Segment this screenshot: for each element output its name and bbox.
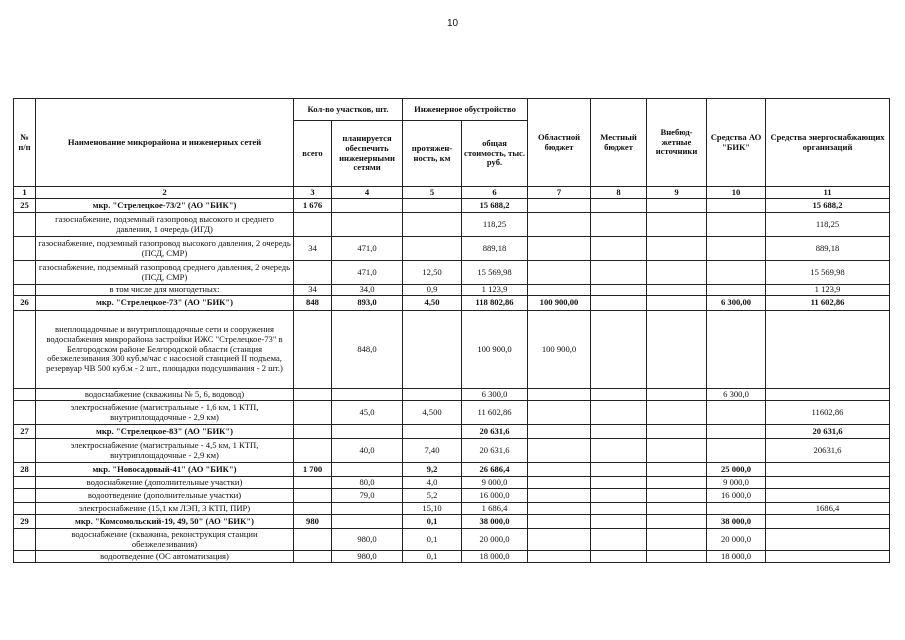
- cell-name: в том числе для многодетных:: [36, 285, 294, 296]
- cell-extra: [647, 477, 707, 489]
- cell-regional: [528, 199, 591, 213]
- cell-total: 34: [294, 237, 332, 261]
- cell-bik: 16 000,0: [707, 489, 766, 503]
- header-length: протяжен- ность, км: [403, 121, 462, 187]
- column-number: 6: [462, 187, 528, 199]
- table-row: [14, 261, 890, 285]
- cell-local: [591, 529, 647, 551]
- cell-regional: [528, 529, 591, 551]
- cell-num: [14, 489, 36, 503]
- cell-energy: 15 688,2: [766, 199, 890, 213]
- cell-length: 5,2: [403, 489, 462, 503]
- cell-energy: 20 631,6: [766, 425, 890, 439]
- cell-total: [294, 425, 332, 439]
- table-row: [14, 439, 890, 463]
- cell-regional: [528, 261, 591, 285]
- cell-cost: 20 631,6: [462, 439, 528, 463]
- cell-total: [294, 311, 332, 389]
- cell-bik: [707, 439, 766, 463]
- cell-extra: [647, 529, 707, 551]
- cell-cost: 20 000,0: [462, 529, 528, 551]
- cell-energy: 889,18: [766, 237, 890, 261]
- cell-length: 4,50: [403, 296, 462, 311]
- cell-bik: 25 000,0: [707, 463, 766, 477]
- cell-total: 980: [294, 515, 332, 529]
- cell-energy: 11602,86: [766, 401, 890, 425]
- cell-regional: [528, 401, 591, 425]
- cell-extra: [647, 463, 707, 477]
- cell-num: 26: [14, 296, 36, 311]
- group-row: [14, 296, 890, 311]
- header-extra: Внебюд- жетные источники: [647, 99, 707, 187]
- cell-cost: 1 123,9: [462, 285, 528, 296]
- cell-total: [294, 439, 332, 463]
- cell-regional: [528, 463, 591, 477]
- cell-energy: [766, 389, 890, 401]
- cell-total: [294, 489, 332, 503]
- cell-regional: [528, 285, 591, 296]
- cell-num: 27: [14, 425, 36, 439]
- group-row: [14, 199, 890, 213]
- cell-local: [591, 477, 647, 489]
- cell-planned: 893,0: [332, 296, 403, 311]
- cell-planned: [332, 213, 403, 237]
- cell-length: [403, 237, 462, 261]
- cell-name: электроснабжение (магистральные - 4,5 км, 1 КТП, внутриплощадочные - 2,9 км): [36, 439, 294, 463]
- cell-cost: 15 688,2: [462, 199, 528, 213]
- cell-cost: 26 686,4: [462, 463, 528, 477]
- cell-local: [591, 296, 647, 311]
- cell-planned: [332, 515, 403, 529]
- cell-local: [591, 425, 647, 439]
- group-row: [14, 463, 890, 477]
- cell-planned: [332, 199, 403, 213]
- cell-cost: 15 569,98: [462, 261, 528, 285]
- cell-num: 25: [14, 199, 36, 213]
- cell-extra: [647, 439, 707, 463]
- cell-regional: [528, 477, 591, 489]
- cell-total: [294, 477, 332, 489]
- cell-num: [14, 311, 36, 389]
- cell-cost: 9 000,0: [462, 477, 528, 489]
- group-row: [14, 515, 890, 529]
- cell-num: [14, 401, 36, 425]
- group-row: [14, 425, 890, 439]
- column-number: 10: [707, 187, 766, 199]
- cell-extra: [647, 237, 707, 261]
- cell-bik: 6 300,00: [707, 296, 766, 311]
- cell-bik: [707, 261, 766, 285]
- cell-name: водоотведение (дополнительные участки): [36, 489, 294, 503]
- cell-num: 28: [14, 463, 36, 477]
- cell-bik: 9 000,0: [707, 477, 766, 489]
- cell-total: [294, 213, 332, 237]
- cell-energy: [766, 529, 890, 551]
- cell-planned: [332, 389, 403, 401]
- cell-regional: [528, 489, 591, 503]
- cell-regional: [528, 503, 591, 515]
- cell-num: [14, 261, 36, 285]
- table-row: [14, 529, 890, 551]
- cell-extra: [647, 489, 707, 503]
- cell-local: [591, 515, 647, 529]
- cell-length: 7,40: [403, 439, 462, 463]
- cell-planned: 45,0: [332, 401, 403, 425]
- cell-local: [591, 199, 647, 213]
- cell-energy: 1686,4: [766, 503, 890, 515]
- cell-regional: [528, 213, 591, 237]
- cell-energy: 15 569,98: [766, 261, 890, 285]
- cell-name: мкр. "Комсомольский-19, 49, 50" (АО "БИК"): [36, 515, 294, 529]
- cell-bik: [707, 401, 766, 425]
- header-eng-group: Инженерное обустройство: [403, 99, 528, 121]
- table-row: [14, 401, 890, 425]
- cell-num: [14, 477, 36, 489]
- infrastructure-table: [13, 98, 890, 563]
- header-regional: Областной бюджет: [528, 99, 591, 187]
- page-number: 10: [446, 18, 459, 29]
- cell-regional: [528, 425, 591, 439]
- cell-extra: [647, 515, 707, 529]
- cell-name: внеплощадочные и внутриплощадочные сети и сооружения водоснабжения микрорайона застройки ИЖС "Стрелецкое-73" в Белгородском районе Белгородской области (станция обезжелезивания 300 куб.м/час с насосной станцией II подъема, резервуар ЧВ 500 куб.м - 2 шт., площадки подсушивания - 2 шт.): [36, 311, 294, 389]
- cell-planned: 34,0: [332, 285, 403, 296]
- cell-cost: 118 802,86: [462, 296, 528, 311]
- table-row: [14, 285, 890, 296]
- cell-length: [403, 311, 462, 389]
- cell-planned: [332, 463, 403, 477]
- header-bik: Средства АО "БИК": [707, 99, 766, 187]
- cell-local: [591, 237, 647, 261]
- cell-length: 9,2: [403, 463, 462, 477]
- table-row: [14, 503, 890, 515]
- header-planned: планируется обеспечить инженерными сетями: [332, 121, 403, 187]
- cell-num: [14, 529, 36, 551]
- cell-energy: 118,25: [766, 213, 890, 237]
- header-local: Местный бюджет: [591, 99, 647, 187]
- cell-energy: [766, 515, 890, 529]
- header-qty-group: Кол-во участков, шт.: [294, 99, 403, 121]
- cell-total: 1 700: [294, 463, 332, 477]
- cell-energy: [766, 489, 890, 503]
- cell-extra: [647, 401, 707, 425]
- table-row: [14, 389, 890, 401]
- column-number: 1: [14, 187, 36, 199]
- cell-local: [591, 285, 647, 296]
- cell-cost: 38 000,0: [462, 515, 528, 529]
- cell-energy: [766, 551, 890, 563]
- table-row: [14, 213, 890, 237]
- column-number: 8: [591, 187, 647, 199]
- header-total: всего: [294, 121, 332, 187]
- cell-energy: [766, 463, 890, 477]
- cell-name: мкр. "Стрелецкое-73/2" (АО "БИК"): [36, 199, 294, 213]
- cell-extra: [647, 425, 707, 439]
- cell-regional: [528, 389, 591, 401]
- cell-extra: [647, 285, 707, 296]
- cell-local: [591, 439, 647, 463]
- header-num: № п/п: [14, 99, 36, 187]
- cell-bik: [707, 311, 766, 389]
- cell-num: [14, 503, 36, 515]
- cell-local: [591, 551, 647, 563]
- cell-bik: [707, 503, 766, 515]
- cell-local: [591, 213, 647, 237]
- cell-bik: [707, 425, 766, 439]
- cell-num: [14, 439, 36, 463]
- column-number: 3: [294, 187, 332, 199]
- cell-energy: [766, 477, 890, 489]
- cell-length: [403, 213, 462, 237]
- cell-planned: 79,0: [332, 489, 403, 503]
- cell-bik: [707, 237, 766, 261]
- cell-name: газоснабжение, подземный газопровод высокого давления, 2 очередь (ПСД, СМР): [36, 237, 294, 261]
- cell-name: электроснабжение (15,1 км ЛЭП, 3 КТП, ПИР): [36, 503, 294, 515]
- cell-bik: 6 300,0: [707, 389, 766, 401]
- cell-local: [591, 311, 647, 389]
- cell-energy: 1 123,9: [766, 285, 890, 296]
- cell-name: водоотведение (ОС автоматизация): [36, 551, 294, 563]
- cell-regional: [528, 515, 591, 529]
- cell-planned: 848,0: [332, 311, 403, 389]
- cell-extra: [647, 551, 707, 563]
- cell-local: [591, 261, 647, 285]
- cell-total: 1 676: [294, 199, 332, 213]
- cell-planned: 471,0: [332, 261, 403, 285]
- cell-name: мкр. "Стрелецкое-73" (АО "БИК"): [36, 296, 294, 311]
- cell-num: [14, 285, 36, 296]
- table-row: [14, 551, 890, 563]
- table-row: [14, 489, 890, 503]
- cell-num: 29: [14, 515, 36, 529]
- cell-energy: 11 602,86: [766, 296, 890, 311]
- header-name: Наименование микрорайона и инженерных сетей: [36, 99, 294, 187]
- cell-regional: [528, 551, 591, 563]
- cell-name: газоснабжение, подземный газопровод среднего давления, 2 очередь (ПСД, СМР): [36, 261, 294, 285]
- table-row: [14, 311, 890, 389]
- cell-length: [403, 389, 462, 401]
- cell-extra: [647, 311, 707, 389]
- header-cost: общая стоимость, тыс. руб.: [462, 121, 528, 187]
- cell-extra: [647, 213, 707, 237]
- column-number: 5: [403, 187, 462, 199]
- cell-extra: [647, 296, 707, 311]
- cell-cost: 6 300,0: [462, 389, 528, 401]
- column-number: 2: [36, 187, 294, 199]
- cell-cost: 100 900,0: [462, 311, 528, 389]
- column-number: 4: [332, 187, 403, 199]
- cell-total: [294, 389, 332, 401]
- cell-length: [403, 199, 462, 213]
- cell-local: [591, 389, 647, 401]
- cell-total: [294, 503, 332, 515]
- cell-length: 0,9: [403, 285, 462, 296]
- column-number: 11: [766, 187, 890, 199]
- cell-energy: 20631,6: [766, 439, 890, 463]
- cell-planned: 980,0: [332, 551, 403, 563]
- cell-total: 34: [294, 285, 332, 296]
- cell-total: [294, 261, 332, 285]
- cell-num: [14, 551, 36, 563]
- cell-bik: [707, 213, 766, 237]
- cell-regional: 100 900,00: [528, 296, 591, 311]
- cell-total: [294, 529, 332, 551]
- cell-total: [294, 401, 332, 425]
- cell-energy: [766, 311, 890, 389]
- column-number: 9: [647, 187, 707, 199]
- cell-name: водоснабжение (скважины № 5, 6, водовод): [36, 389, 294, 401]
- column-number: 7: [528, 187, 591, 199]
- cell-length: 4,0: [403, 477, 462, 489]
- header-energy: Средства энергоснабжающих организаций: [766, 99, 890, 187]
- cell-length: 15,10: [403, 503, 462, 515]
- table-row: [14, 477, 890, 489]
- cell-total: [294, 551, 332, 563]
- cell-extra: [647, 389, 707, 401]
- cell-num: [14, 389, 36, 401]
- cell-planned: 40,0: [332, 439, 403, 463]
- cell-cost: 16 000,0: [462, 489, 528, 503]
- cell-name: мкр. "Стрелецкое-83" (АО "БИК"): [36, 425, 294, 439]
- cell-bik: 38 000,0: [707, 515, 766, 529]
- cell-planned: [332, 503, 403, 515]
- cell-planned: 980,0: [332, 529, 403, 551]
- cell-name: водоснабжение (скважина, реконструкция станции обезжелезивания): [36, 529, 294, 551]
- cell-local: [591, 503, 647, 515]
- cell-bik: [707, 285, 766, 296]
- cell-cost: 889,18: [462, 237, 528, 261]
- cell-local: [591, 401, 647, 425]
- cell-extra: [647, 199, 707, 213]
- cell-extra: [647, 503, 707, 515]
- cell-name: мкр. "Новосадовый-41" (АО "БИК"): [36, 463, 294, 477]
- cell-cost: 20 631,6: [462, 425, 528, 439]
- cell-planned: 471,0: [332, 237, 403, 261]
- cell-length: 4,500: [403, 401, 462, 425]
- cell-name: газоснабжение, подземный газопровод высокого и среднего давления, 1 очередь (ИГД): [36, 213, 294, 237]
- cell-length: 0,1: [403, 551, 462, 563]
- column-number-row: [14, 187, 890, 199]
- cell-regional: [528, 439, 591, 463]
- cell-length: 0,1: [403, 529, 462, 551]
- cell-total: 848: [294, 296, 332, 311]
- cell-length: [403, 425, 462, 439]
- cell-cost: 1 686,4: [462, 503, 528, 515]
- cell-bik: [707, 199, 766, 213]
- cell-length: 12,50: [403, 261, 462, 285]
- cell-cost: 118,25: [462, 213, 528, 237]
- cell-regional: [528, 237, 591, 261]
- cell-length: 0,1: [403, 515, 462, 529]
- cell-cost: 11 602,86: [462, 401, 528, 425]
- cell-num: [14, 237, 36, 261]
- cell-name: электроснабжение (магистральные - 1,6 км, 1 КТП, внутриплощадочные - 2,9 км): [36, 401, 294, 425]
- cell-cost: 18 000,0: [462, 551, 528, 563]
- cell-local: [591, 463, 647, 477]
- cell-name: водоснабжение (дополнительные участки): [36, 477, 294, 489]
- cell-local: [591, 489, 647, 503]
- cell-bik: 20 000,0: [707, 529, 766, 551]
- cell-planned: 80,0: [332, 477, 403, 489]
- table-row: [14, 237, 890, 261]
- cell-bik: 18 000,0: [707, 551, 766, 563]
- cell-regional: 100 900,0: [528, 311, 591, 389]
- cell-extra: [647, 261, 707, 285]
- cell-num: [14, 213, 36, 237]
- cell-planned: [332, 425, 403, 439]
